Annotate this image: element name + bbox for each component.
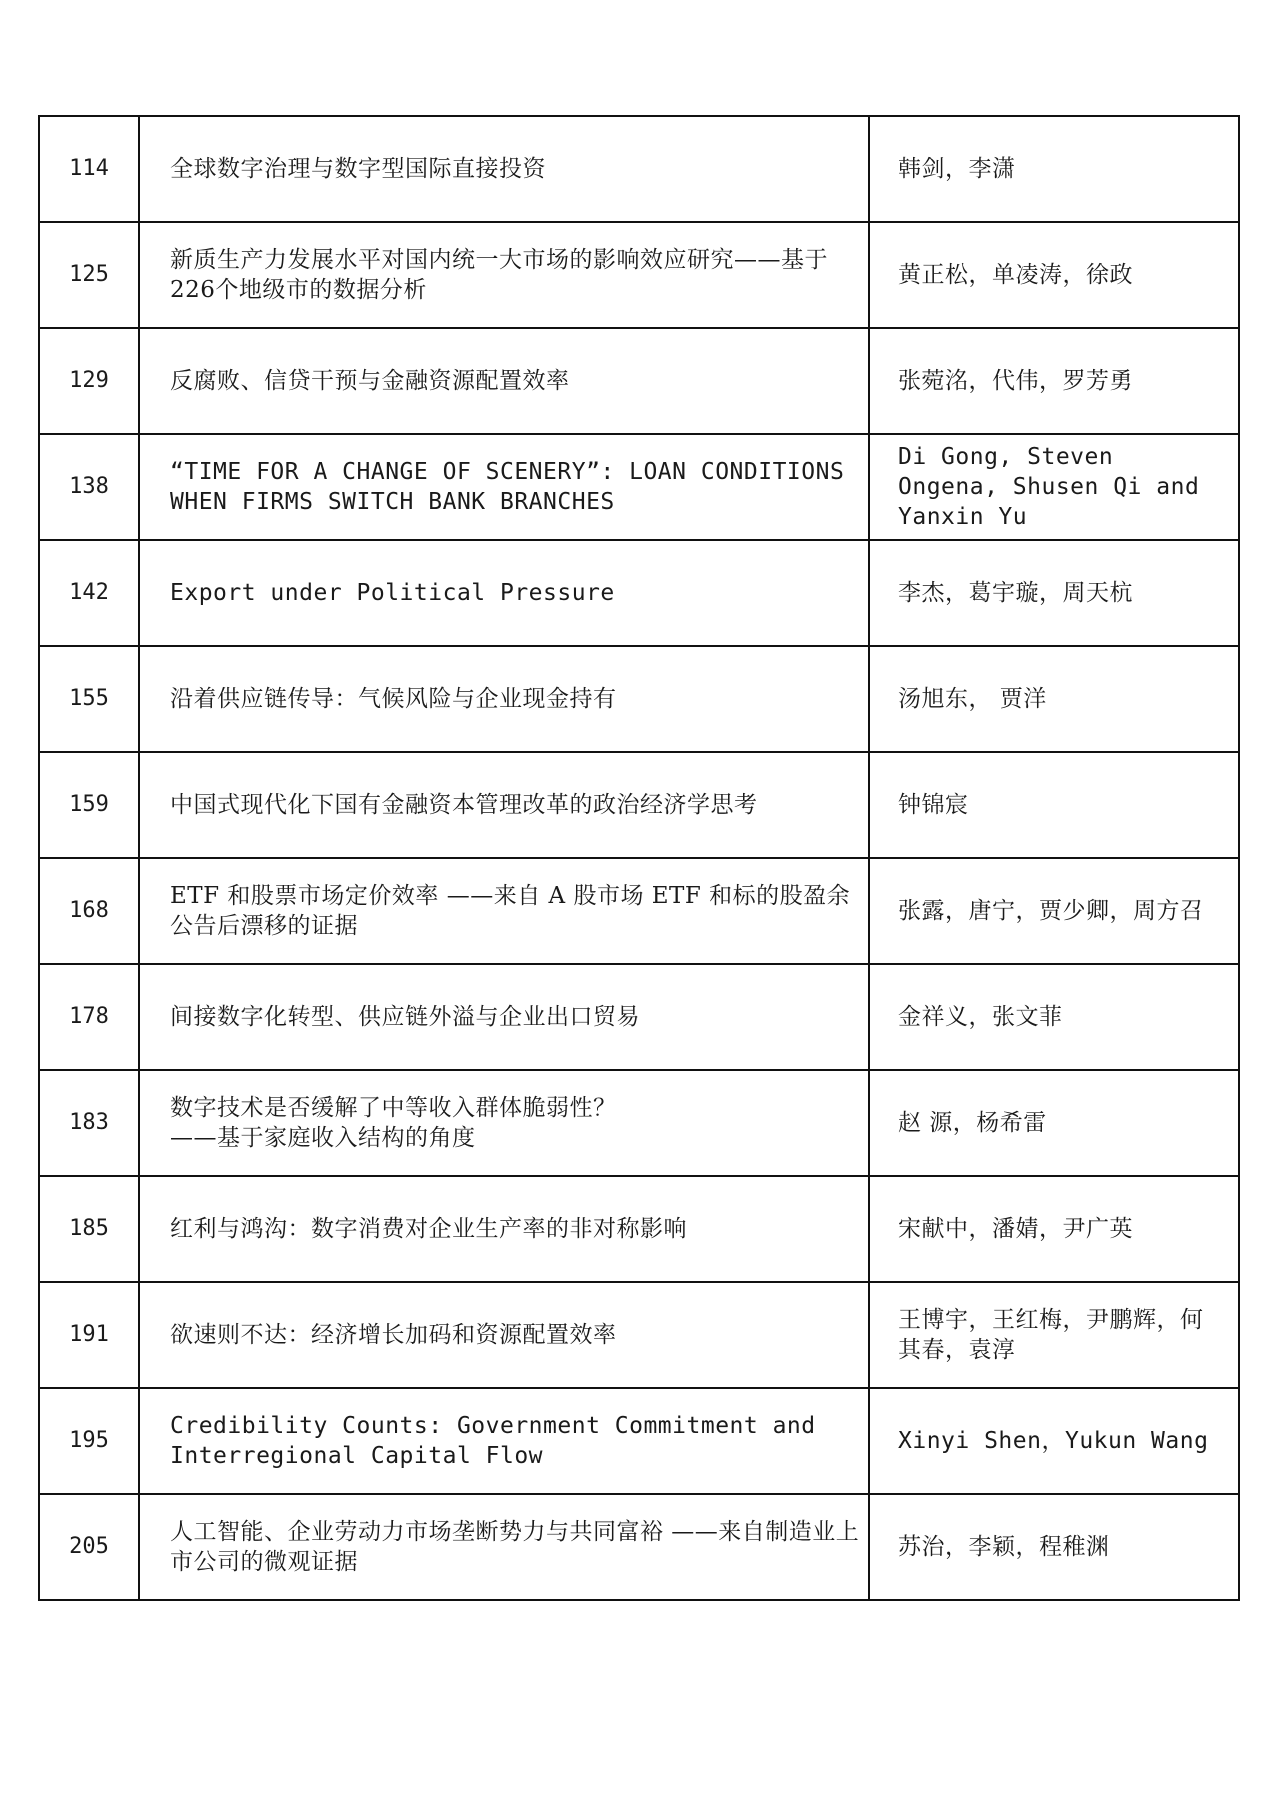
paper-id: 185 xyxy=(39,1176,139,1282)
paper-authors: 汤旭东， 贾洋 xyxy=(869,646,1239,752)
paper-id: 125 xyxy=(39,222,139,328)
table-row xyxy=(39,752,1239,858)
paper-list-sheet xyxy=(38,115,1240,1601)
table-row xyxy=(39,858,1239,964)
paper-authors: 苏治，李颖，程稚渊 xyxy=(869,1494,1239,1600)
paper-id: 142 xyxy=(39,540,139,646)
paper-authors: 钟锦宸 xyxy=(869,752,1239,858)
paper-title: 数字技术是否缓解了中等收入群体脆弱性？ ——基于家庭收入结构的角度 xyxy=(139,1070,869,1176)
paper-id: 183 xyxy=(39,1070,139,1176)
paper-authors: 金祥义，张文菲 xyxy=(869,964,1239,1070)
table-row xyxy=(39,434,1239,540)
paper-authors: 黄正松，单凌涛，徐政 xyxy=(869,222,1239,328)
paper-id: 205 xyxy=(39,1494,139,1600)
paper-authors: 宋献中，潘婧，尹广英 xyxy=(869,1176,1239,1282)
table-row xyxy=(39,1388,1239,1494)
paper-authors: 张菀洺，代伟，罗芳勇 xyxy=(869,328,1239,434)
paper-authors: 赵 源，杨希雷 xyxy=(869,1070,1239,1176)
table-row xyxy=(39,222,1239,328)
paper-table xyxy=(38,115,1240,1601)
paper-title: 人工智能、企业劳动力市场垄断势力与共同富裕 ——来自制造业上市公司的微观证据 xyxy=(139,1494,869,1600)
paper-id: 168 xyxy=(39,858,139,964)
paper-authors: Di Gong, Steven Ongena, Shusen Qi and Yanxin Yu xyxy=(869,434,1239,540)
table-row xyxy=(39,964,1239,1070)
table-row xyxy=(39,540,1239,646)
paper-id: 178 xyxy=(39,964,139,1070)
paper-id: 159 xyxy=(39,752,139,858)
paper-id: 114 xyxy=(39,116,139,222)
paper-title: 沿着供应链传导：气候风险与企业现金持有 xyxy=(139,646,869,752)
paper-id: 138 xyxy=(39,434,139,540)
paper-title: “TIME FOR A CHANGE OF SCENERY”: LOAN CONDITIONS WHEN FIRMS SWITCH BANK BRANCHES xyxy=(139,434,869,540)
paper-title: ETF 和股票市场定价效率 ——来自 A 股市场 ETF 和标的股盈余公告后漂移的证据 xyxy=(139,858,869,964)
paper-table-body xyxy=(39,116,1239,1600)
table-row xyxy=(39,1494,1239,1600)
paper-authors: Xinyi Shen，Yukun Wang xyxy=(869,1388,1239,1494)
table-row xyxy=(39,1070,1239,1176)
table-row xyxy=(39,1282,1239,1388)
table-row xyxy=(39,328,1239,434)
paper-title: 欲速则不达：经济增长加码和资源配置效率 xyxy=(139,1282,869,1388)
paper-title: Export under Political Pressure xyxy=(139,540,869,646)
paper-id: 191 xyxy=(39,1282,139,1388)
paper-authors: 王博宇，王红梅，尹鹏辉，何其春，袁淳 xyxy=(869,1282,1239,1388)
paper-title: 中国式现代化下国有金融资本管理改革的政治经济学思考 xyxy=(139,752,869,858)
paper-authors: 韩剑，李潇 xyxy=(869,116,1239,222)
table-row xyxy=(39,1176,1239,1282)
paper-title: 红利与鸿沟：数字消费对企业生产率的非对称影响 xyxy=(139,1176,869,1282)
paper-title: Credibility Counts: Government Commitment and Interregional Capital Flow xyxy=(139,1388,869,1494)
table-row xyxy=(39,646,1239,752)
paper-authors: 张露，唐宁，贾少卿，周方召 xyxy=(869,858,1239,964)
paper-title: 反腐败、信贷干预与金融资源配置效率 xyxy=(139,328,869,434)
table-row xyxy=(39,116,1239,222)
paper-id: 129 xyxy=(39,328,139,434)
paper-authors: 李杰，葛宇璇，周天杭 xyxy=(869,540,1239,646)
paper-id: 195 xyxy=(39,1388,139,1494)
paper-id: 155 xyxy=(39,646,139,752)
paper-title: 全球数字治理与数字型国际直接投资 xyxy=(139,116,869,222)
paper-title: 间接数字化转型、供应链外溢与企业出口贸易 xyxy=(139,964,869,1070)
paper-title: 新质生产力发展水平对国内统一大市场的影响效应研究——基于226个地级市的数据分析 xyxy=(139,222,869,328)
